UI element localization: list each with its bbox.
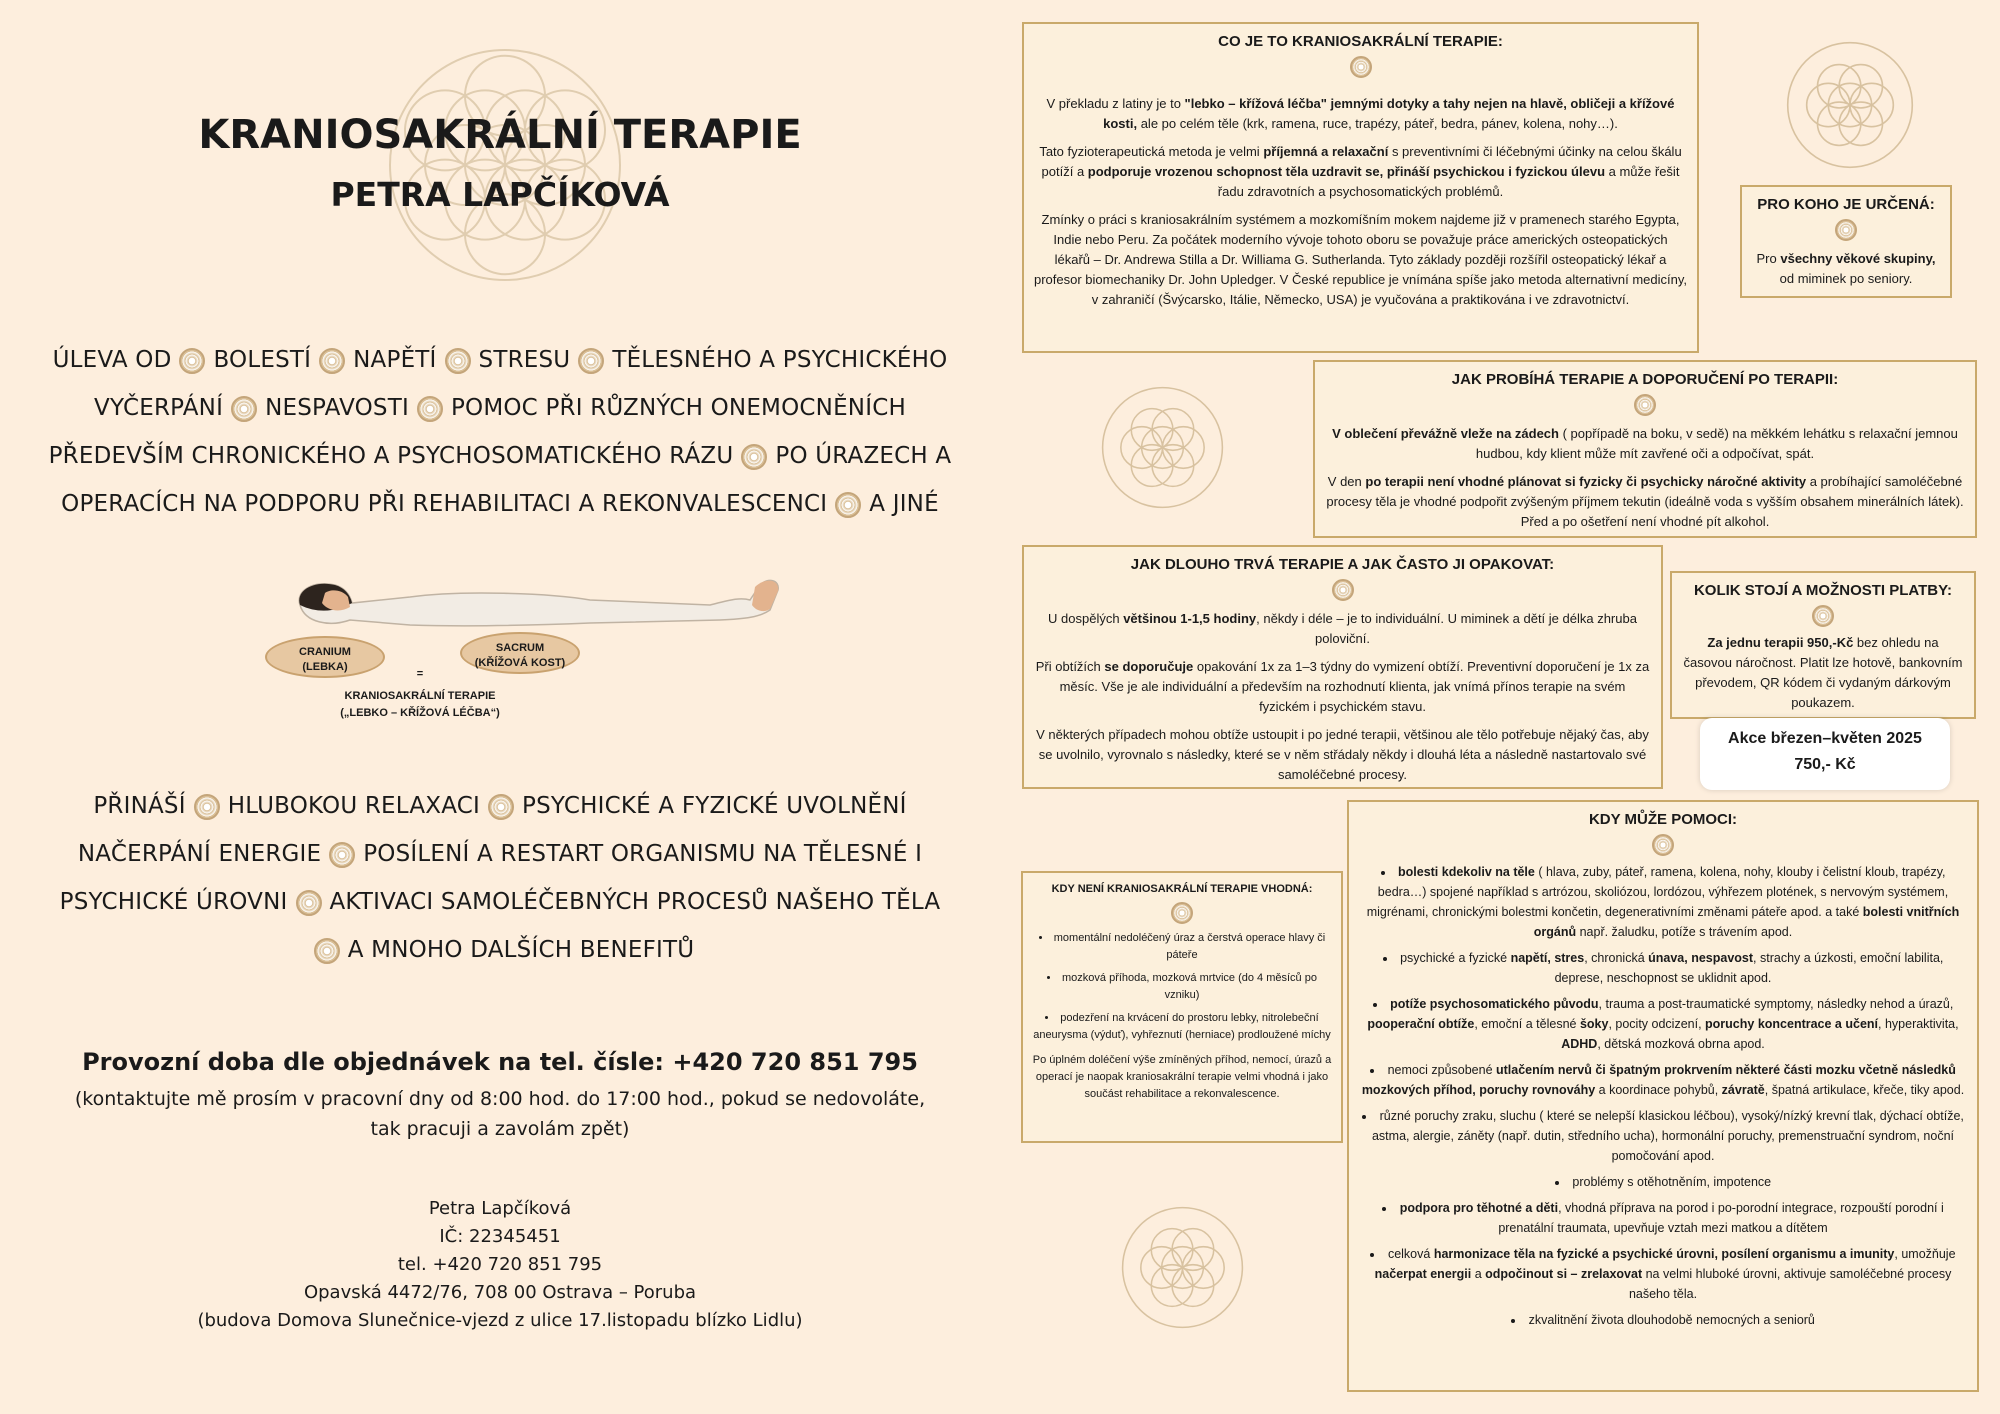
promo-price: 750,- Kč [1794, 756, 1856, 773]
bold-text: únava, nespavost [1648, 951, 1754, 965]
when-helps-list [1359, 862, 1967, 1330]
page-title: KRANIOSAKRÁLNÍ TERAPIE [198, 112, 802, 158]
text: , hyperaktivita, [1878, 1017, 1959, 1031]
rich-paragraph [1034, 609, 1651, 649]
section-title: KDY MŮŽE POMOCI: [1588, 811, 1738, 828]
bold-text: podporuje vrozenou schopnost těla uzdravit se, přináší psychickou i fyzickou úlevu [1087, 164, 1606, 179]
text: na velmi hluboké úrovni, aktivuje samoléčebné procesy našeho těla. [1628, 1267, 1952, 1301]
section-title: KOLIK STOJÍ A MOŽNOSTI PLATBY: [1693, 582, 1953, 599]
list-item [1359, 862, 1967, 942]
opening-hours: Provozní doba dle objednávek na tel. čísle: +420 720 851 795 [82, 1048, 918, 1076]
spiral-icon [1835, 219, 1857, 241]
text: a koordinace pohybů, [1595, 1083, 1722, 1097]
list-item [1359, 994, 1967, 1054]
benefits-list [40, 782, 960, 974]
page-subtitle: PETRA LAPČÍKOVÁ [330, 175, 670, 214]
text: s preventivními či léčebnými účinky na celou škálu potíží a [1041, 144, 1682, 179]
text: , někdy i déle – je to individuální. U miminek a dětí je délka zhruba poloviční. [1256, 611, 1637, 646]
bold-text: příjemná a relaxační [1263, 144, 1389, 159]
for-whom-box [1740, 185, 1952, 298]
contact-block [40, 1195, 960, 1335]
not-suitable-list [1031, 930, 1333, 1044]
text: , dětská mozková obrna apod. [1597, 1037, 1765, 1051]
spiral-icon [1812, 605, 1834, 627]
rich-paragraph [1034, 142, 1687, 202]
text: , špatná artikulace, křeče, tiky apod. [1764, 1083, 1965, 1097]
text: psychické a fyzické [1400, 951, 1511, 965]
when-helps-box [1347, 800, 1979, 1392]
relief-line: ÚLEVA OD BOLESTÍ NAPĚTÍ STRESU TĚLESNÉHO A PSYCHICKÉHO [52, 347, 948, 373]
bold-text: po terapii není vhodné plánovat si fyzicky či psychicky náročné aktivity [1365, 474, 1807, 489]
not-suitable-box [1021, 871, 1343, 1143]
list-item [1359, 1198, 1967, 1238]
bold-text: "lebko – křížová léčba" jemnými dotyky a tahy nejen na hlavě, obličeji a křížové kosti, [1103, 96, 1675, 131]
spiral-icon [231, 396, 257, 422]
spiral-icon [835, 492, 861, 518]
text: různé poruchy zraku, sluchu ( které se nelepší klasickou léčbou), vysoký/nízký krevní tlak, dýchací obtíže, astma, alergie, záněty (např. dutin, středního ucha), hormonální poruchy, premenstruační syndrom, noční pomočování apod. [1371, 1109, 1964, 1163]
text: , emoční a tělesné [1474, 1017, 1580, 1031]
bold-text: většinou 1-1,5 hodiny [1123, 611, 1257, 626]
text: Při obtížích [1035, 659, 1105, 674]
text: ale po celém těle (krk, ramena, ruce, trapézy, páteř, bedra, pánev, kolena, nohy…). [1137, 116, 1618, 131]
bold-text: šoky [1579, 1017, 1609, 1031]
text: , strachy a úzkosti, emoční labilita, deprese, neschopnost se uklidnit apod. [1554, 951, 1944, 985]
flower-of-life-icon [385, 45, 625, 285]
bold-text: pooperační obtíže [1367, 1017, 1475, 1031]
figure-caption: KRANIOSAKRÁLNÍ TERAPIE („LEBKO – KŘÍŽOVÁ LÉČBA“) [340, 690, 500, 719]
text: U dospělých [1048, 611, 1124, 626]
flower-of-life-icon [1785, 40, 1915, 170]
promo-period: Akce březen–květen 2025 [1728, 730, 1922, 747]
benefit-line: PŘINÁŠÍ HLUBOKOU RELAXACI PSYCHICKÉ A FYZICKÉ UVOLNĚNÍ [93, 793, 907, 819]
paragraph: Po úplném doléčení výše zmíněných příhod, nemocí, úrazů a operací je naopak kraniosakrální terapie velmi vhodná i jako součást rehabilitace a rekonvalescence. [1032, 1054, 1332, 1100]
bold-text: Za jednu terapii 950,-Kč [1707, 635, 1854, 650]
spiral-icon [417, 396, 443, 422]
text: , vhodná příprava na porod i po-porodní integrace, rozpouští porodní i prenatální traumata, upevňuje vztah mezi matkou a dítětem [1498, 1201, 1944, 1235]
spiral-icon [319, 348, 345, 374]
text: celková [1387, 1247, 1434, 1261]
text: a [1471, 1267, 1486, 1281]
text: ( popřípadě na boku, v sedě) na měkkém lehátku s relaxační jemnou hudbou, kdy klient může mít zavřené oči a odpočívat, spát. [1475, 426, 1958, 461]
cranium-label: CRANIUM (LEBKA) [265, 636, 385, 678]
contact-address: Opavská 4472/76, 708 00 Ostrava – Poruba [303, 1282, 697, 1303]
list-item: • momentální nedoléčený úraz a čerstvá operace hlavy či páteře [1031, 930, 1333, 964]
price-box [1670, 571, 1976, 719]
sacrum-label: SACRUM (KŘÍŽOVÁ KOST) [460, 632, 580, 674]
opening-hours-note: (kontaktujte mě prosím v pracovní dny od 8:00 hod. do 17:00 hod., pokud se nedovoláte, tak pracuji a zavolám zpět) [74, 1088, 926, 1140]
spiral-icon [1332, 579, 1354, 601]
bold-text: odpočinout si – zrelaxovat [1485, 1267, 1643, 1281]
spiral-icon [1171, 902, 1193, 924]
section-title: JAK PROBÍHÁ TERAPIE A DOPORUČENÍ PO TERAPII: [1451, 371, 1839, 388]
text: nemoci způsobené [1387, 1063, 1496, 1077]
bold-text: utlačením nervů či špatným prokrvením některé části mozku včetně následků mozkových příhod, poruchy rovnováhy [1361, 1063, 1956, 1097]
section-title: PRO KOHO JE URČENÁ: [1757, 196, 1935, 213]
bold-text: podpora pro těhotné a děti [1399, 1201, 1559, 1215]
text: bez ohledu na časovou náročnost. Platit lze hotově, bankovním převodem, QR kódem či vydaným dárkovým poukazem. [1683, 635, 1963, 710]
paragraph: Zmínky o práci s kraniosakrálním systémem a mozkomíšním mokem najdeme již v pramenech starého Egypta, Indie nebo Peru. Za počátek moderního vývoje tohoto oboru se považuje práce amerických osteopatických lékařů – Dr. Andrewa Stilla a Dr. Williama G. Sutherlanda. Tyto základy později rozšířil osteopatický lékař a profesor biomechaniky Dr. John Upledger. V České republice je vnímána spíše jako metoda alternativní medicíny, v zahraničí (Švýcarsko, Itálie, Německo, USA) je vyučována a praktikována i ve zdravotnictví. [1034, 212, 1687, 307]
list-item [1359, 1106, 1967, 1166]
how-long-box [1022, 545, 1663, 789]
rich-paragraph [1325, 424, 1965, 464]
rich-paragraph [1682, 633, 1964, 713]
spiral-icon [1634, 394, 1656, 416]
what-is-box [1022, 22, 1699, 353]
text: , chronická [1584, 951, 1649, 965]
rich-paragraph [1325, 472, 1965, 532]
spiral-icon [314, 938, 340, 964]
section-title: KDY NENÍ KRANIOSAKRÁLNÍ TERAPIE VHODNÁ: [1051, 883, 1313, 895]
text: opakování 1x za 1–3 týdny do vymizení obtíží. Preventivní doporučení je 1x za měsíc. Vše je ale individuální a především na rozhodnutí klienta, jak vnímá přínos terapie na svém fyzickém i psychickém stavu. [1059, 659, 1650, 714]
list-item [1359, 1172, 1967, 1192]
benefit-line: A MNOHO DALŠÍCH BENEFITŮ [40, 926, 960, 974]
contact-name: Petra Lapčíková [428, 1198, 572, 1219]
section-title: CO JE TO KRANIOSAKRÁLNÍ TERAPIE: [1218, 33, 1503, 50]
contact-ico: IČ: 22345451 [439, 1226, 561, 1247]
list-item [1359, 1244, 1967, 1304]
list-item: • mozková příhoda, mozková mrtvice (do 4 měsíců po vzniku) [1031, 970, 1333, 1004]
bold-text: harmonizace těla na fyzické a psychické úrovni, posílení organismu a imunity [1433, 1247, 1895, 1261]
spiral-icon [445, 348, 471, 374]
text: Pro [1756, 251, 1781, 266]
rich-paragraph [1752, 249, 1940, 289]
list-item [1359, 1310, 1967, 1330]
list-item [1359, 948, 1967, 988]
benefit-line: NAČERPÁNÍ ENERGIE POSÍLENÍ A RESTART ORGANISMU NA TĚLESNÉ I [77, 841, 923, 867]
benefit-line: PSYCHICKÉ ÚROVNI AKTIVACI SAMOLÉČEBNÝCH PROCESŮ NAŠEHO TĚLA [59, 889, 941, 915]
text: , umožňuje [1894, 1247, 1956, 1261]
text: od miminek po seniory. [1779, 271, 1913, 286]
text: např. žaludku, potíže s trávením apod. [1576, 925, 1793, 939]
bold-text: se doporučuje [1104, 659, 1194, 674]
spiral-icon [741, 444, 767, 470]
text: a probíhající samoléčebné procesy těla je vhodné podpořit zvýšeným příjmem tekutin (ideálně voda s vyšším obsahem minerálních látek). Před a po ošetření není vhodné pít alkohol. [1326, 474, 1964, 529]
bold-text: poruchy koncentrace a učení [1705, 1017, 1879, 1031]
bold-text: načerpat energii [1374, 1267, 1472, 1281]
paragraph: V některých případech mohou obtíže ustoupit i po jedné terapii, většinou ale tělo potřebuje nějaký čas, aby se uvolnilo, vyrovnalo s následky, které se v něm střádaly někdy i dlouhá léta a následně nastartovalo své samoléčebné procesy. [1036, 727, 1649, 782]
equals-sign: = [416, 668, 424, 680]
bold-text: bolesti vnitřních orgánů [1533, 905, 1960, 939]
text: problémy s otěhotněním, impotence [1572, 1175, 1772, 1189]
spiral-icon [179, 348, 205, 374]
spiral-icon [329, 842, 355, 868]
relief-line: PŘEDEVŠÍM CHRONICKÉHO A PSYCHOSOMATICKÉHO RÁZU PO ÚRAZECH A [48, 443, 952, 469]
spiral-icon [1652, 834, 1674, 856]
bold-text: ADHD [1561, 1037, 1598, 1051]
list-item: • podezření na krvácení do prostoru lebky, nitrolebeční aneurysma (výduť), vyhřeznutí (herniace) prodloužené míchy [1031, 1010, 1333, 1044]
spiral-icon [1350, 56, 1372, 78]
contact-phone[interactable]: tel. +420 720 851 795 [397, 1254, 603, 1275]
section-title: JAK DLOUHO TRVÁ TERAPIE A JAK ČASTO JI OPAKOVAT: [1130, 556, 1555, 573]
text: a může řešit řadu zdravotních a psychosomatických problémů. [1217, 164, 1680, 199]
spiral-icon [578, 348, 604, 374]
text: Tato fyzioterapeutická metoda je velmi [1039, 144, 1264, 159]
spiral-icon [194, 794, 220, 820]
bold-text: bolesti kdekoliv na těle [1398, 865, 1535, 879]
relief-line: VYČERPÁNÍ NESPAVOSTI POMOC PŘI RŮZNÝCH ONEMOCNĚNÍCH [94, 395, 906, 421]
flower-of-life-icon [1120, 1205, 1245, 1330]
spiral-icon [488, 794, 514, 820]
contact-building: (budova Domova Slunečnice-vjezd z ulice 17.listopadu blízko Lidlu) [197, 1310, 803, 1331]
text: , pocity odcizení, [1608, 1017, 1706, 1031]
flower-of-life-icon [1100, 385, 1225, 510]
bold-text: napětí, stres [1510, 951, 1585, 965]
spiral-icon [296, 890, 322, 916]
how-it-goes-box [1313, 360, 1977, 538]
bold-text: V oblečení převážně vleže na zádech [1332, 426, 1559, 441]
bold-text: potíže psychosomatického původu [1390, 997, 1599, 1011]
relief-line: OPERACÍCH NA PODPORU PŘI REHABILITACI A REKONVALESCENCI A JINÉ [61, 491, 939, 517]
bold-text: všechny věkové skupiny, [1780, 251, 1936, 266]
promo-badge [1700, 718, 1950, 790]
rich-paragraph [1034, 94, 1687, 134]
list-item [1359, 1060, 1967, 1100]
text: ( hlava, zuby, páteř, ramena, kolena, nohy, klouby i čelistní kloub, trapézy, bedra…) spojené například s artrózou, skoliózou, lordózou, výhřezem plotének, s nervovým systémem, migrénami, chronickými bolestmi končetin, degenerativními změnami páteře apod. a také [1366, 865, 1949, 919]
text: V den [1327, 474, 1366, 489]
text: zkvalitnění života dlouhodobě nemocných a seniorů [1528, 1313, 1815, 1327]
rich-paragraph [1034, 657, 1651, 717]
text: , trauma a post-traumatické symptomy, následky nehod a úrazů, [1598, 997, 1954, 1011]
text: V překladu z latiny je to [1046, 96, 1185, 111]
relief-list [40, 336, 960, 528]
bold-text: závratě [1721, 1083, 1765, 1097]
